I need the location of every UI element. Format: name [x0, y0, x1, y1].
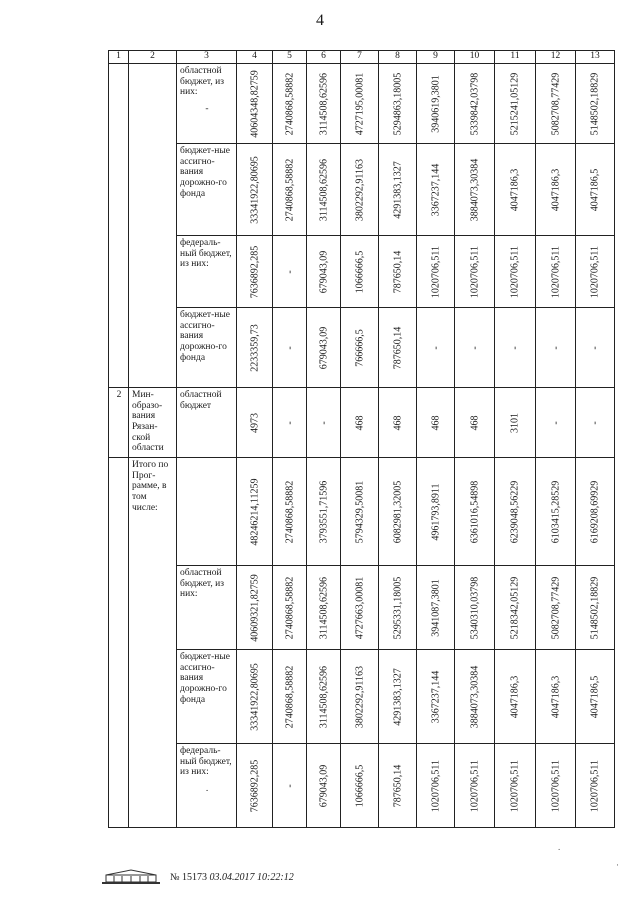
- row-number-cell: [109, 388, 129, 458]
- amount-cell: [307, 650, 341, 744]
- amount-value: 468: [429, 415, 441, 430]
- page-number: 4: [316, 12, 324, 29]
- funding-source: областной бюджет, из них:: [180, 568, 224, 600]
- amount-value: 33341922,80695: [248, 662, 260, 731]
- amount-value: 5082708,77429: [549, 72, 561, 135]
- amount-cell: [273, 458, 307, 566]
- amount-value: 5215241,05129: [509, 72, 521, 135]
- column-header: 13: [576, 51, 615, 64]
- amount-cell: [576, 744, 615, 828]
- amount-value: 3884073,30384: [468, 158, 480, 221]
- column-header: 12: [536, 51, 576, 64]
- amount-cell: [273, 388, 307, 458]
- amount-cell: [341, 388, 379, 458]
- amount-cell: [237, 566, 273, 650]
- amount-cell: [495, 144, 536, 236]
- stray-mark: .: [558, 842, 561, 852]
- amount-value: 1020706,511: [589, 245, 601, 298]
- funding-source: бюджет-ные ассигно-вания дорожно-го фонда: [180, 146, 230, 199]
- table-row: [109, 566, 615, 650]
- amount-value: 3941087,3801: [429, 578, 441, 637]
- column-header: 2: [129, 51, 177, 64]
- amount-value: -: [589, 345, 601, 350]
- amount-cell: [307, 236, 341, 308]
- amount-value: 48246214,11259: [248, 477, 260, 546]
- amount-cell: [341, 458, 379, 566]
- amount-cell: [576, 566, 615, 650]
- column-header: 11: [495, 51, 536, 64]
- amount-cell: [455, 388, 495, 458]
- amount-value: 40609321,82759: [248, 573, 260, 642]
- amount-value: 4727195,00081: [353, 72, 365, 135]
- column-header: 5: [273, 51, 307, 64]
- amount-value: 5294863,18005: [391, 72, 403, 135]
- amount-cell: [307, 744, 341, 828]
- amount-cell: [341, 236, 379, 308]
- funding-source: областной бюджет, из них:: [180, 66, 224, 98]
- amount-cell: [273, 744, 307, 828]
- column-header: 4: [237, 51, 273, 64]
- amount-value: 3114508,62596: [317, 665, 329, 728]
- column-header: 7: [341, 51, 379, 64]
- amount-cell: [237, 388, 273, 458]
- amount-cell: [576, 308, 615, 388]
- amount-cell: [341, 566, 379, 650]
- amount-cell: [495, 744, 536, 828]
- table-row: [109, 308, 615, 388]
- amount-cell: [455, 458, 495, 566]
- funding-source: федераль-ный бюджет, из них:: [180, 238, 232, 270]
- column-header: 9: [417, 51, 455, 64]
- table-row: [109, 144, 615, 236]
- row-number-cell: [109, 458, 129, 828]
- amount-value: 1020706,511: [468, 245, 480, 298]
- amount-value: 3114508,62596: [317, 158, 329, 221]
- amount-cell: [495, 458, 536, 566]
- amount-cell: [379, 744, 417, 828]
- amount-value: 2740868,58882: [283, 665, 295, 728]
- table-row: [109, 650, 615, 744]
- amount-value: 5218342,05129: [509, 576, 521, 639]
- amount-cell: [417, 744, 455, 828]
- amount-value: -: [549, 420, 561, 425]
- amount-cell: [576, 650, 615, 744]
- amount-cell: [307, 308, 341, 388]
- amount-cell: [576, 236, 615, 308]
- amount-value: 679043,09: [317, 764, 329, 807]
- executor-cell: [129, 64, 177, 388]
- amount-value: -: [468, 345, 480, 350]
- amount-cell: [379, 64, 417, 144]
- amount-cell: [273, 308, 307, 388]
- amount-cell: [417, 64, 455, 144]
- amount-cell: [307, 144, 341, 236]
- amount-value: 5148502,18829: [589, 576, 601, 639]
- document-timestamp: 03.04.2017 10:22:12: [209, 871, 294, 883]
- funding-source-cell: [177, 236, 237, 308]
- amount-cell: [455, 144, 495, 236]
- document-stamp: [170, 872, 294, 883]
- funding-source: бюджет-ные ассигно-вания дорожно-го фонда: [180, 310, 230, 363]
- amount-cell: [495, 650, 536, 744]
- amount-cell: [455, 308, 495, 388]
- amount-value: 6103415,28529: [549, 480, 561, 543]
- total-label-cell: [129, 458, 177, 828]
- table-row: [109, 458, 615, 566]
- amount-cell: [379, 236, 417, 308]
- amount-value: 4961793,8911: [429, 482, 441, 541]
- amount-cell: [536, 566, 576, 650]
- amount-value: 2233359,73: [248, 323, 260, 372]
- amount-value: 6361016,54898: [468, 480, 480, 543]
- amount-value: 1066666,5: [353, 764, 365, 807]
- building-emblem-icon: [100, 869, 162, 885]
- amount-cell: [379, 566, 417, 650]
- amount-cell: [341, 64, 379, 144]
- amount-cell: [576, 144, 615, 236]
- amount-value: 3793551,71596: [317, 480, 329, 543]
- amount-value: 7636892,285: [248, 759, 260, 812]
- amount-value: 4291383,1327: [391, 667, 403, 726]
- column-header: 10: [455, 51, 495, 64]
- amount-cell: [379, 388, 417, 458]
- amount-cell: [455, 650, 495, 744]
- amount-value: -: [283, 783, 295, 788]
- amount-cell: [307, 566, 341, 650]
- amount-value: 4291383,1327: [391, 160, 403, 219]
- amount-cell: [341, 144, 379, 236]
- amount-value: 679043,09: [317, 250, 329, 293]
- table-row: [109, 236, 615, 308]
- amount-cell: [341, 650, 379, 744]
- amount-value: -: [509, 345, 521, 350]
- amount-value: 5082708,77429: [549, 576, 561, 639]
- amount-value: 1020706,511: [429, 245, 441, 298]
- amount-value: 787650,14: [391, 250, 403, 293]
- table-row: [109, 64, 615, 144]
- amount-cell: [237, 236, 273, 308]
- amount-value: 1020706,511: [429, 759, 441, 812]
- amount-value: 1020706,511: [468, 759, 480, 812]
- amount-value: 1020706,511: [589, 759, 601, 812]
- amount-cell: [536, 236, 576, 308]
- document-number: № 15173: [170, 871, 208, 883]
- amount-value: 468: [391, 415, 403, 430]
- amount-value: 5295331,18005: [391, 576, 403, 639]
- amount-cell: [455, 64, 495, 144]
- amount-value: 4727663,00081: [353, 576, 365, 639]
- amount-value: 787650,14: [391, 764, 403, 807]
- amount-cell: [417, 308, 455, 388]
- column-header-row: [109, 51, 615, 64]
- amount-cell: [237, 64, 273, 144]
- amount-cell: [455, 566, 495, 650]
- amount-value: 3101: [509, 412, 521, 433]
- amount-cell: [576, 458, 615, 566]
- column-header: 6: [307, 51, 341, 64]
- amount-cell: [417, 236, 455, 308]
- amount-cell: [307, 458, 341, 566]
- amount-cell: [536, 744, 576, 828]
- executor-name: Мин-образо-вания Рязан-ской области: [132, 390, 164, 454]
- amount-value: 40604348,82759: [248, 69, 260, 138]
- amount-cell: [576, 388, 615, 458]
- amount-value: 3802292,91163: [353, 158, 365, 221]
- amount-value: 1020706,511: [549, 759, 561, 812]
- amount-value: -: [429, 345, 441, 350]
- amount-value: 2740868,58882: [283, 480, 295, 543]
- amount-value: 4047186,3: [549, 675, 561, 718]
- funding-source-cell: [177, 64, 237, 144]
- funding-source-cell: [177, 308, 237, 388]
- stray-mark: ·: [616, 860, 619, 870]
- amount-value: 6082981,32005: [391, 480, 403, 543]
- funding-source-cell: [177, 744, 237, 828]
- amount-value: 468: [353, 415, 365, 430]
- total-label: Итого по Прог-рамме, в том числе:: [132, 460, 169, 513]
- amount-value: 4047186,5: [589, 675, 601, 718]
- amount-cell: [417, 144, 455, 236]
- amount-value: 4047186,3: [549, 168, 561, 211]
- funding-source-note: -: [205, 103, 209, 114]
- amount-cell: [237, 144, 273, 236]
- amount-value: 5340310,03798: [468, 576, 480, 639]
- amount-cell: [495, 64, 536, 144]
- amount-cell: [495, 236, 536, 308]
- table-row: [109, 388, 615, 458]
- amount-cell: [341, 308, 379, 388]
- amount-value: 5339842,03798: [468, 72, 480, 135]
- funding-source: бюджет-ные ассигно-вания дорожно-го фонда: [180, 652, 230, 705]
- amount-value: 3367237,144: [429, 163, 441, 216]
- amount-value: 4047186,3: [509, 675, 521, 718]
- amount-value: 3940619,3801: [429, 74, 441, 133]
- amount-cell: [417, 650, 455, 744]
- amount-cell: [273, 566, 307, 650]
- amount-value: 787650,14: [391, 326, 403, 369]
- amount-value: 3884073,30384: [468, 665, 480, 728]
- amount-cell: [237, 744, 273, 828]
- amount-cell: [536, 144, 576, 236]
- amount-cell: [273, 144, 307, 236]
- amount-value: 2740868,58882: [283, 158, 295, 221]
- amount-value: 679043,09: [317, 326, 329, 369]
- amount-cell: [307, 64, 341, 144]
- funding-source-cell: [177, 650, 237, 744]
- amount-value: 1020706,511: [549, 245, 561, 298]
- amount-value: 1020706,511: [509, 759, 521, 812]
- amount-cell: [536, 458, 576, 566]
- amount-value: 33341922,80695: [248, 155, 260, 224]
- amount-value: 468: [468, 415, 480, 430]
- amount-cell: [495, 308, 536, 388]
- amount-cell: [379, 650, 417, 744]
- amount-cell: [417, 458, 455, 566]
- amount-cell: [273, 236, 307, 308]
- table-row: [109, 744, 615, 828]
- amount-value: 6239048,56229: [509, 480, 521, 543]
- funding-source-note: .: [205, 783, 209, 794]
- amount-value: 4047186,5: [589, 168, 601, 211]
- amount-cell: [341, 744, 379, 828]
- row-number-cell: [109, 64, 129, 388]
- amount-value: -: [317, 420, 329, 425]
- amount-cell: [237, 650, 273, 744]
- funding-source-cell: [177, 458, 237, 566]
- amount-cell: [536, 308, 576, 388]
- amount-cell: [536, 388, 576, 458]
- amount-value: 5148502,18829: [589, 72, 601, 135]
- row-number: 2: [116, 390, 122, 400]
- funding-source: областной бюджет: [180, 390, 222, 411]
- amount-value: 4973: [248, 412, 260, 433]
- amount-value: 3114508,62596: [317, 576, 329, 639]
- funding-source-cell: [177, 388, 237, 458]
- amount-value: 766666,5: [353, 328, 365, 367]
- amount-value: 6169208,69929: [589, 480, 601, 543]
- budget-table: [108, 50, 615, 828]
- amount-cell: [273, 64, 307, 144]
- amount-cell: [495, 566, 536, 650]
- amount-cell: [379, 458, 417, 566]
- funding-source: [177, 458, 236, 460]
- funding-source-cell: [177, 566, 237, 650]
- amount-value: -: [549, 345, 561, 350]
- amount-value: 4047186,3: [509, 168, 521, 211]
- amount-cell: [379, 144, 417, 236]
- amount-value: 7636892,285: [248, 245, 260, 298]
- amount-cell: [417, 566, 455, 650]
- amount-cell: [455, 744, 495, 828]
- amount-value: -: [589, 420, 601, 425]
- amount-cell: [417, 388, 455, 458]
- amount-cell: [536, 650, 576, 744]
- funding-source-cell: [177, 144, 237, 236]
- amount-value: -: [283, 420, 295, 425]
- amount-value: 5794329,50081: [353, 480, 365, 543]
- executor-cell: [129, 388, 177, 458]
- amount-cell: [307, 388, 341, 458]
- amount-cell: [379, 308, 417, 388]
- amount-value: 2740868,58882: [283, 72, 295, 135]
- amount-value: 1020706,511: [509, 245, 521, 298]
- amount-value: -: [283, 269, 295, 274]
- amount-cell: [495, 388, 536, 458]
- funding-source: федераль-ный бюджет, из них:: [180, 746, 232, 778]
- column-header: 8: [379, 51, 417, 64]
- amount-cell: [536, 64, 576, 144]
- amount-cell: [576, 64, 615, 144]
- footer: [100, 868, 294, 886]
- amount-cell: [237, 458, 273, 566]
- amount-cell: [237, 308, 273, 388]
- column-header: 1: [109, 51, 129, 64]
- amount-value: 3802292,91163: [353, 665, 365, 728]
- amount-value: 3367237,144: [429, 670, 441, 723]
- column-header: 3: [177, 51, 237, 64]
- amount-cell: [455, 236, 495, 308]
- amount-value: -: [283, 345, 295, 350]
- amount-value: 1066666,5: [353, 250, 365, 293]
- amount-value: 3114508,62596: [317, 72, 329, 135]
- amount-value: 2740868,58882: [283, 576, 295, 639]
- amount-cell: [273, 650, 307, 744]
